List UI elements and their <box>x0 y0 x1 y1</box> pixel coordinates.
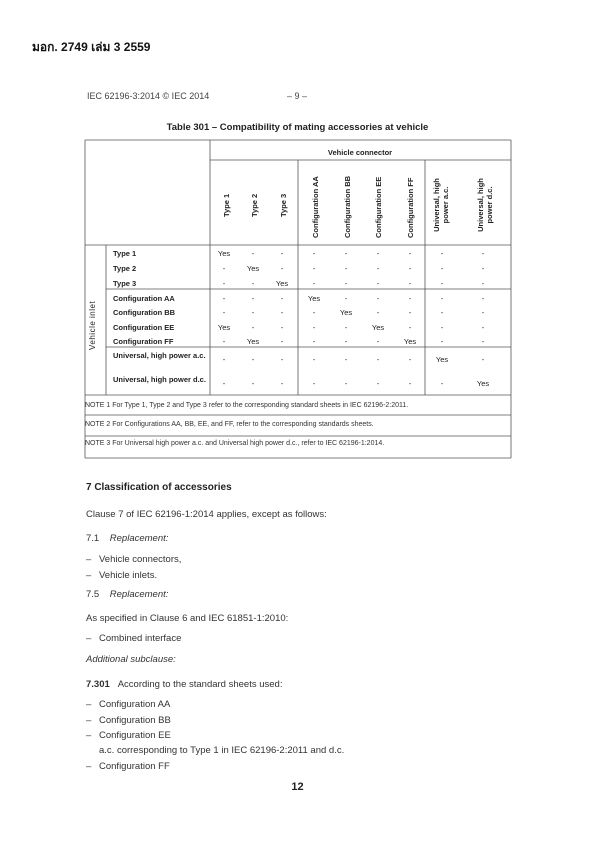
table-cell: - <box>280 379 284 388</box>
table-cell: - <box>251 249 255 258</box>
subclause-7-301-text: According to the standard sheets used: <box>117 679 283 690</box>
table-cell: Yes <box>246 337 260 346</box>
table-cell: - <box>222 264 226 273</box>
table-cell: - <box>312 308 316 317</box>
table-cell: - <box>251 279 255 288</box>
table-cell: - <box>344 355 348 364</box>
subclause-7-5 <box>86 589 168 600</box>
page-number-top: – 9 – <box>287 91 308 101</box>
table-cell: - <box>344 294 348 303</box>
list-item: – Configuration AA <box>86 699 171 710</box>
list-item: – Configuration BB <box>86 715 171 726</box>
row-label-type2: Type 2 <box>113 264 137 273</box>
table-cell: Yes <box>307 294 321 303</box>
table-cell: - <box>251 294 255 303</box>
row-label-config-aa: Configuration AA <box>113 294 175 303</box>
table-cell: Yes <box>275 279 289 288</box>
table-note-2: NOTE 2 For Configurations AA, BB, EE, and FF, refer to the corresponding standards sheets. <box>85 421 374 428</box>
table-cell: - <box>376 279 380 288</box>
table-cell: - <box>408 294 412 303</box>
page-number-footer: 12 <box>291 781 304 793</box>
row-label-config-bb: Configuration BB <box>113 308 176 317</box>
list-item: – Vehicle inlets. <box>86 570 158 581</box>
table-cell: - <box>344 279 348 288</box>
table-cell: - <box>481 355 485 364</box>
table-cell: - <box>376 355 380 364</box>
subclause-7-301-number: 7.301 <box>86 679 110 690</box>
table-cell: - <box>440 249 444 258</box>
table-cell: - <box>376 337 380 346</box>
table-cell: - <box>222 337 226 346</box>
col-header-config-bb: Configuration BB <box>343 175 352 238</box>
table-cell: - <box>312 379 316 388</box>
clause-intro: Clause 7 of IEC 62196-1:2014 applies, except as follows: <box>86 509 327 520</box>
table-cell: - <box>280 337 284 346</box>
col-header-universal-ac: Universal, high power a.c. <box>432 178 450 232</box>
table-note-3: NOTE 3 For Universal high power a.c. and Universal high power d.c., refer to IEC 62196-1:2014. <box>85 440 385 447</box>
table-cell: - <box>408 355 412 364</box>
table-cell: - <box>222 279 226 288</box>
table-cell: - <box>408 379 412 388</box>
col-header-config-aa: Configuration AA <box>311 176 320 238</box>
table-title: Table 301 – Compatibility of mating accessories at vehicle <box>166 122 429 133</box>
table-cell: - <box>280 323 284 332</box>
table-cell: - <box>251 323 255 332</box>
vehicle-inlet-label: Vehicle inlet <box>88 300 97 350</box>
row-label-type3: Type 3 <box>113 279 137 288</box>
table-cell: - <box>280 308 284 317</box>
list-item-continuation: a.c. corresponding to Type 1 in IEC 62196-2:2011 and d.c. <box>99 745 345 756</box>
table-cell: - <box>312 249 316 258</box>
table-cell: - <box>280 264 284 273</box>
table-cell: - <box>408 308 412 317</box>
table-cell: Yes <box>246 264 260 273</box>
table-cell: Yes <box>217 249 231 258</box>
table-cell: - <box>408 279 412 288</box>
table-cell: - <box>408 323 412 332</box>
table-cell: - <box>481 294 485 303</box>
table-cell: - <box>481 337 485 346</box>
table-cell: - <box>251 308 255 317</box>
table-cell: - <box>408 264 412 273</box>
table-cell: - <box>376 294 380 303</box>
table-cell: - <box>344 264 348 273</box>
table-cell: - <box>344 337 348 346</box>
row-label-config-ee: Configuration EE <box>113 323 175 332</box>
table-cell: - <box>222 355 226 364</box>
col-header-type1: Type 1 <box>222 193 231 217</box>
table-cell: Yes <box>371 323 385 332</box>
table-cell: - <box>440 279 444 288</box>
table-cell: Yes <box>217 323 231 332</box>
table-cell: - <box>440 337 444 346</box>
table-cell: - <box>222 379 226 388</box>
table-cell: - <box>440 264 444 273</box>
table-cell: - <box>344 249 348 258</box>
subclause-7-301 <box>86 679 282 690</box>
table-cell: Yes <box>339 308 353 317</box>
table-cell: - <box>376 379 380 388</box>
table-cell: Yes <box>435 355 449 364</box>
subclause-7-1-number: 7.1 <box>86 533 100 544</box>
table-cell: - <box>312 279 316 288</box>
table-cell: - <box>312 355 316 364</box>
table-cell: - <box>376 249 380 258</box>
table-cell: - <box>440 323 444 332</box>
table-note-1: NOTE 1 For Type 1, Type 2 and Type 3 refer to the corresponding standard sheets in IEC 62196-2:2011. <box>85 402 409 409</box>
col-header-type2: Type 2 <box>250 193 259 217</box>
table-cell: - <box>222 294 226 303</box>
table-cell: - <box>481 323 485 332</box>
table-cell: - <box>280 294 284 303</box>
table-cell: - <box>222 308 226 317</box>
list-item: – Configuration EE <box>86 730 171 741</box>
table-cell: - <box>312 337 316 346</box>
running-header: IEC 62196-3:2014 © IEC 2014 <box>87 91 210 101</box>
subclause-7-1 <box>86 533 168 544</box>
table-cell: Yes <box>476 379 490 388</box>
table-cell: - <box>312 323 316 332</box>
table-cell: - <box>312 264 316 273</box>
table-cell: - <box>481 308 485 317</box>
table-cell: Yes <box>403 337 417 346</box>
subclause-7-5-text: As specified in Clause 6 and IEC 61851-1:2010: <box>86 613 289 624</box>
table-cell: - <box>408 249 412 258</box>
row-label-universal-dc: Universal, high power d.c. <box>113 375 206 384</box>
col-header-universal-dc: Universal, high power d.c. <box>476 178 494 232</box>
table-cell: - <box>376 308 380 317</box>
table-cell: - <box>251 379 255 388</box>
col-header-type3: Type 3 <box>279 193 288 217</box>
row-label-universal-ac: Universal, high power a.c. <box>113 351 206 360</box>
row-label-config-ff: Configuration FF <box>113 337 174 346</box>
list-item: – Configuration FF <box>86 761 170 772</box>
table-cell: - <box>344 379 348 388</box>
table-cell: - <box>344 323 348 332</box>
col-header-config-ff: Configuration FF <box>406 177 415 238</box>
table-cell: - <box>440 294 444 303</box>
list-item: – Vehicle connectors, <box>86 554 182 565</box>
subclause-7-1-label: Replacement: <box>109 533 169 544</box>
vehicle-connector-header: Vehicle connector <box>327 148 393 157</box>
thai-standard-header: มอก. 2749 เล่ม 3 2559 <box>32 40 151 54</box>
col-header-config-ee: Configuration EE <box>374 176 383 238</box>
additional-subclause-label: Additional subclause: <box>86 654 176 665</box>
row-label-type1: Type 1 <box>113 249 137 258</box>
subclause-7-5-label: Replacement: <box>109 589 169 600</box>
table-cell: - <box>280 249 284 258</box>
subclause-7-5-number: 7.5 <box>86 589 100 600</box>
table-cell: - <box>481 279 485 288</box>
table-cell: - <box>251 355 255 364</box>
table-cell: - <box>440 308 444 317</box>
table-cell: - <box>440 379 444 388</box>
table-cell: - <box>376 264 380 273</box>
table-cell: - <box>280 355 284 364</box>
table-cell: - <box>481 249 485 258</box>
list-item: – Combined interface <box>86 633 182 644</box>
section-7-title: 7 Classification of accessories <box>86 482 232 493</box>
table-cell: - <box>481 264 485 273</box>
